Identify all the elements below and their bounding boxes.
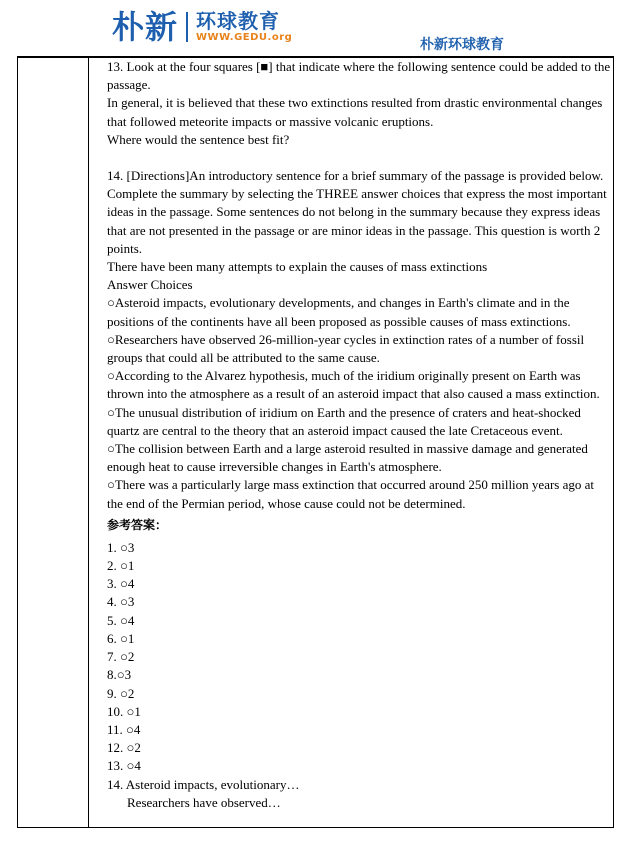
answer-choice: ○Asteroid impacts, evolutionary developments, and changes in Earth's climate and in the positions of the continents have all been proposed as possible causes of mass extinctions. xyxy=(107,295,571,329)
answer-item: 1. ○3 xyxy=(107,539,135,555)
question-13 xyxy=(107,58,612,149)
answer-item: 7. ○2 xyxy=(107,649,135,665)
answer-item: 8.○3 xyxy=(107,667,132,683)
answer-item: 14. Asteroid impacts, evolutionary… xyxy=(107,776,300,792)
answer-key-heading: 参考答案： xyxy=(107,517,168,532)
page-header xyxy=(0,0,624,56)
logo-url: WWW.GEDU.org xyxy=(196,32,293,43)
answer-choice: ○The unusual distribution of iridium on Earth and the presence of craters and heat-shocked quartz are central to the theory that an asteroid impact caused the late Cretaceous event. xyxy=(107,404,581,438)
q14-directions: 14. [Directions]An introductory sentence for a brief summary of the passage is provided below. Complete the summary by selecting the THREE answer choices that express the most important ideas in the passage. Some sentences do not belong in the summary because they express ideas that are not presented in the passage or are minor ideas in the passage. This question is worth 2 points. xyxy=(107,168,607,256)
answer-item: 9. ○2 xyxy=(107,685,135,701)
brand-name: 朴新环球教育 xyxy=(420,37,504,53)
answer-item: 10. ○1 xyxy=(107,703,141,719)
answer-item: 12. ○2 xyxy=(107,740,141,756)
logo-text xyxy=(196,10,292,44)
answer-item: 6. ○1 xyxy=(107,630,135,646)
q13-sentence: In general, it is believed that these two extinctions resulted from drastic environmental changes that followed meteorite impacts or massive volcanic eruptions. xyxy=(107,95,603,129)
answer-choice: ○The collision between Earth and a large asteroid resulted in massive damage and generated enough heat to cause irreversible changes in Earth's atmosphere. xyxy=(107,441,588,475)
answer-item: 4. ○3 xyxy=(107,594,135,610)
logo-mark: 朴新 xyxy=(112,8,179,46)
question-14 xyxy=(107,167,612,513)
answer-choice: ○Researchers have observed 26-million-year cycles in extinction rates of a number of fossil groups that could all be attributed to the same cause. xyxy=(107,331,585,366)
answer-choice: ○According to the Alvarez hypothesis, much of the iridium originally present on Earth was thrown into the atmosphere as a result of an asteroid impact that also caused a mass extinction. xyxy=(107,368,600,402)
answer-item: 5. ○4 xyxy=(107,612,135,628)
q14-intro-sentence: There have been many attempts to explain the causes of mass extinctions xyxy=(107,259,488,275)
answer-item: 11. ○4 xyxy=(107,721,141,737)
answer-list xyxy=(107,539,612,812)
spacer xyxy=(107,149,612,167)
gedu-logo xyxy=(112,6,292,48)
answer-key xyxy=(107,517,612,812)
logo-separator xyxy=(186,12,188,42)
answer-choice: ○There was a particularly large mass extinction that occurred around 250 million years ago at the end of the Permian period, whose cause could not be determined. xyxy=(107,477,594,511)
answer-item: 3. ○4 xyxy=(107,576,135,592)
question-content xyxy=(107,58,612,812)
answer-item: 13. ○4 xyxy=(107,758,141,774)
q13-question: Where would the sentence best fit? xyxy=(107,131,290,147)
logo-chinese-name: 环球教育 xyxy=(196,9,281,33)
q13-prompt: 13. Look at the four squares [■] that indicate where the following sentence could be added to the passage. xyxy=(107,59,611,93)
answer-choices-label: Answer Choices xyxy=(107,277,193,293)
answer-continuation: Researchers have observed… xyxy=(127,794,281,810)
answer-item: 2. ○1 xyxy=(107,558,135,574)
table-column-divider xyxy=(88,56,89,828)
